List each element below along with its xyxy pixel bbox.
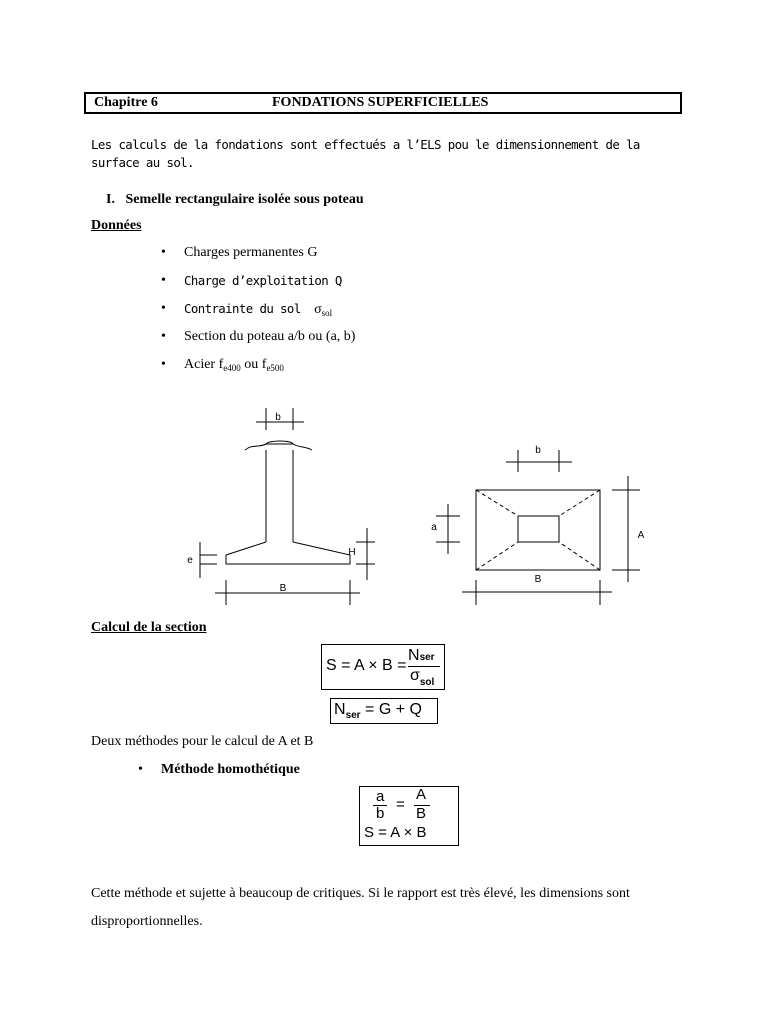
bullet-dot: • <box>161 357 166 372</box>
formula-nser: $N_{ser} = G + Q$ <box>330 698 438 724</box>
plan-label-A: A <box>637 530 645 541</box>
plan-label-a: a <box>431 522 437 533</box>
formula-homothetic: a b = A B S = A × B <box>359 786 459 846</box>
dim-label-h: H <box>348 547 356 558</box>
formula-denominator: $\sigma_{sol}$ <box>410 667 435 688</box>
plan-label-B: B <box>534 574 542 585</box>
intro-paragraph: Les calculs de la fondations sont effectués a l’ELS pou le dimensionnement de la surface au sol. <box>91 137 640 170</box>
bullet-dot: • <box>161 273 166 288</box>
dim-label-b: b <box>275 412 281 423</box>
formula-surface <box>321 644 445 690</box>
list-item: Charges permanentes G <box>184 245 318 260</box>
section-title: Semelle rectangulaire isolée sous poteau <box>125 192 364 207</box>
calcul-heading: Calcul de la section <box>91 620 207 635</box>
chapter-header <box>84 92 682 114</box>
chapter-title: FONDATIONS SUPERFICIELLES <box>272 95 489 110</box>
formula-numerator: Nser <box>408 647 435 664</box>
bullet-dot: • <box>161 329 166 344</box>
formula-lhs: S = A × B = <box>326 657 407 674</box>
critique-paragraph: Cette méthode et sujette à beaucoup de critiques. Si le rapport est très élevé, les dimensions sont disproportionnelles. <box>91 886 630 929</box>
section-number: I. <box>106 192 115 207</box>
method-title: Méthode homothétique <box>161 762 300 777</box>
list-item: Charge d’exploitation Q <box>184 273 342 288</box>
list-item: Acier $f_{e400}$ ou $f_{e500}$ <box>184 357 284 373</box>
bullet-dot: • <box>161 301 166 316</box>
dim-label-B: B <box>279 583 287 594</box>
donnees-heading: Données <box>91 218 142 233</box>
methods-text: Deux méthodes pour le calcul de A et B <box>91 734 314 749</box>
chapter-number: Chapitre 6 <box>94 95 158 110</box>
section-heading <box>106 192 364 208</box>
bullet-dot: • <box>161 245 166 260</box>
bullet-dot: • <box>138 762 143 777</box>
plan-label-b: b <box>535 445 541 456</box>
dim-label-e: e <box>187 555 193 566</box>
list-item: Section du poteau a/b ou (a, b) <box>184 329 356 344</box>
list-item: Contrainte du sol $\sigma_{sol}$ <box>184 301 333 318</box>
footing-diagram <box>170 400 650 610</box>
